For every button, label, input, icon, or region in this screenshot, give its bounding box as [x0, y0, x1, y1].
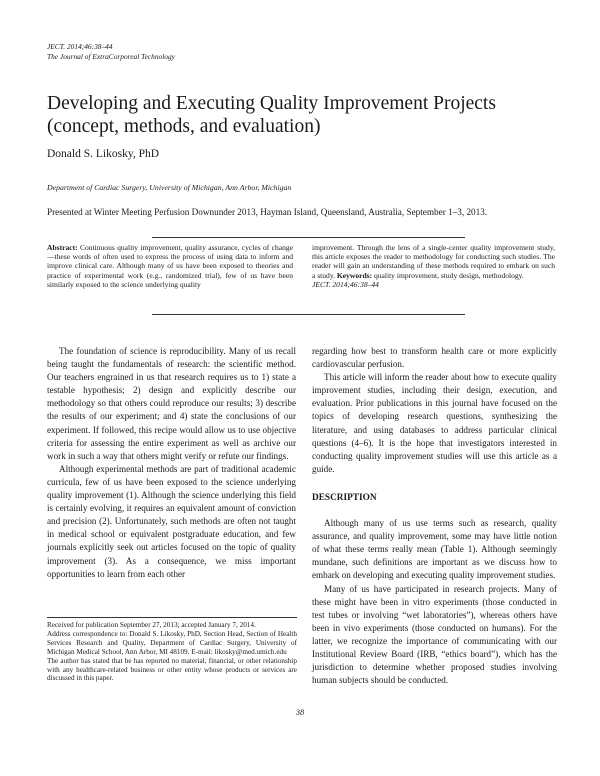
body-right-column [312, 345, 557, 687]
section-heading: DESCRIPTION [312, 492, 377, 503]
journal-citation: JECT. 2014;46:38–44 [47, 42, 113, 51]
body-left-column [47, 345, 296, 581]
article-title: Developing and Executing Quality Improvement Projects (concept, methods, and evaluation) [47, 93, 496, 137]
body-paragraph: The foundation of science is reproducibility. Many of us recall being taught the fundamentals of research: the scientific method. Our teachers engrained in us that research requires us to 1) state a testable hypothesis; 2) design and explicitly describe our methodology so that others could reproduce our results; 3) describe the results of our experiment; and 4) state the conclusions of our experiment. If followed, this recipe would allow us to use objective criteria for assessing the entire experiment as well as archive our work in such a way that others might verify or refute our findings. [47, 346, 296, 461]
keywords-text: quality improvement, study design, methodology. [374, 270, 524, 280]
running-header [47, 42, 175, 61]
presented-note: Presented at Winter Meeting Perfusion Downunder 2013, Hayman Island, Queensland, Australia, September 1–3, 2013. [47, 207, 488, 217]
correspondence-address: Address correspondence to: Donald S. Likosky, PhD, Section Head, Section of Health Services Research and Quality, Department of Cardiac Surgery, University of Michigan Medical School, Ann Arbor, MI 48109. E-mail: likosky@med.umich.edu [47, 629, 297, 656]
abstract-top-rule [152, 237, 465, 238]
received-dates: Received for publication September 27, 2013; accepted January 7, 2014. [47, 621, 256, 629]
body-paragraph: This article will inform the reader about how to execute quality improvement studies, including their design, execution, and evaluation. Prior publications in this journal have focused on the topics of developing research questions, synthesizing the literature, and using databases to address particular clinical questions (4–6). It is the hope that investigators interested in conducting quality improvement studies will use this article as a guide. [312, 372, 557, 474]
abstract-text-left: Continuous quality improvement, quality assurance, cycles of change—these words of often used to express the process of using data to inform and improve clinical care. Although many of us have been exposed to theories and practice of experimental work (e.g., randomized trial), few of us have been similarly exposed to the science underlying quality [47, 243, 293, 289]
author-name: Donald S. Likosky, PhD [47, 148, 160, 160]
footnote-rule [47, 617, 297, 618]
abstract-right-column [312, 243, 555, 289]
abstract-label: Abstract: [47, 243, 78, 252]
abstract-left-column [47, 243, 293, 289]
abstract-text-right: improvement. Through the lens of a single-center quality improvement study, this article exposes the reader to methodology for conducting such studies. The reader will gain an understanding of these methods required to embark on such a study. [312, 243, 555, 280]
body-paragraph: regarding how best to transform health care or more explicitly cardiovascular perfusion. [312, 346, 557, 370]
body-paragraph: Many of us have participated in research projects. Many of these might have been in vitro experiments (those conducted in test tubes or involving “wet laboratories”), whereas others have been in vivo experiments (those conducted on humans). For the latter, we recognize the importance of communicating with our Institutional Review Board (IRB, “ethics board”), which has the jurisdiction to determine whether proposed studies involving human subjects should be conducted. [312, 583, 557, 686]
body-paragraph: Although experimental methods are part of traditional academic curricula, few of us have been exposed to the science underlying quality improvement (1). Although the science underlying this field is certainly evolving, it requires an equivalent amount of conviction and precision (2). Unfortunately, such methods are often not taught in medical school or equivalent postgraduate education, and few journals explicitly seek out articles focused on the topic of quality improvement (3). As a consequence, we miss important opportunities to learn from each other [47, 463, 296, 579]
journal-name: The Journal of ExtraCorporeal Technology [47, 51, 175, 61]
keywords-label: Keywords: [336, 270, 373, 280]
abstract-bottom-rule [152, 314, 465, 315]
abstract-citation: JECT. 2014;46:38–44 [312, 279, 379, 289]
footnote [47, 621, 297, 683]
body-paragraph: Although many of us use terms such as research, quality assurance, and quality improvement, some may have little notion of what these terms really mean (Table 1). Although seemingly mundane, such definitions are important as we discuss how to embark on developing and executing quality improvement studies. [312, 518, 557, 581]
author-affiliation: Department of Cardiac Surgery, University of Michigan, Ann Arbor, Michigan [47, 183, 292, 192]
disclosure-statement: The author has stated that he has reported no material, financial, or other relationship with any healthcare-related business or other entity whose products or services are discussed in this paper. [47, 656, 297, 683]
page-number: 38 [295, 708, 305, 717]
